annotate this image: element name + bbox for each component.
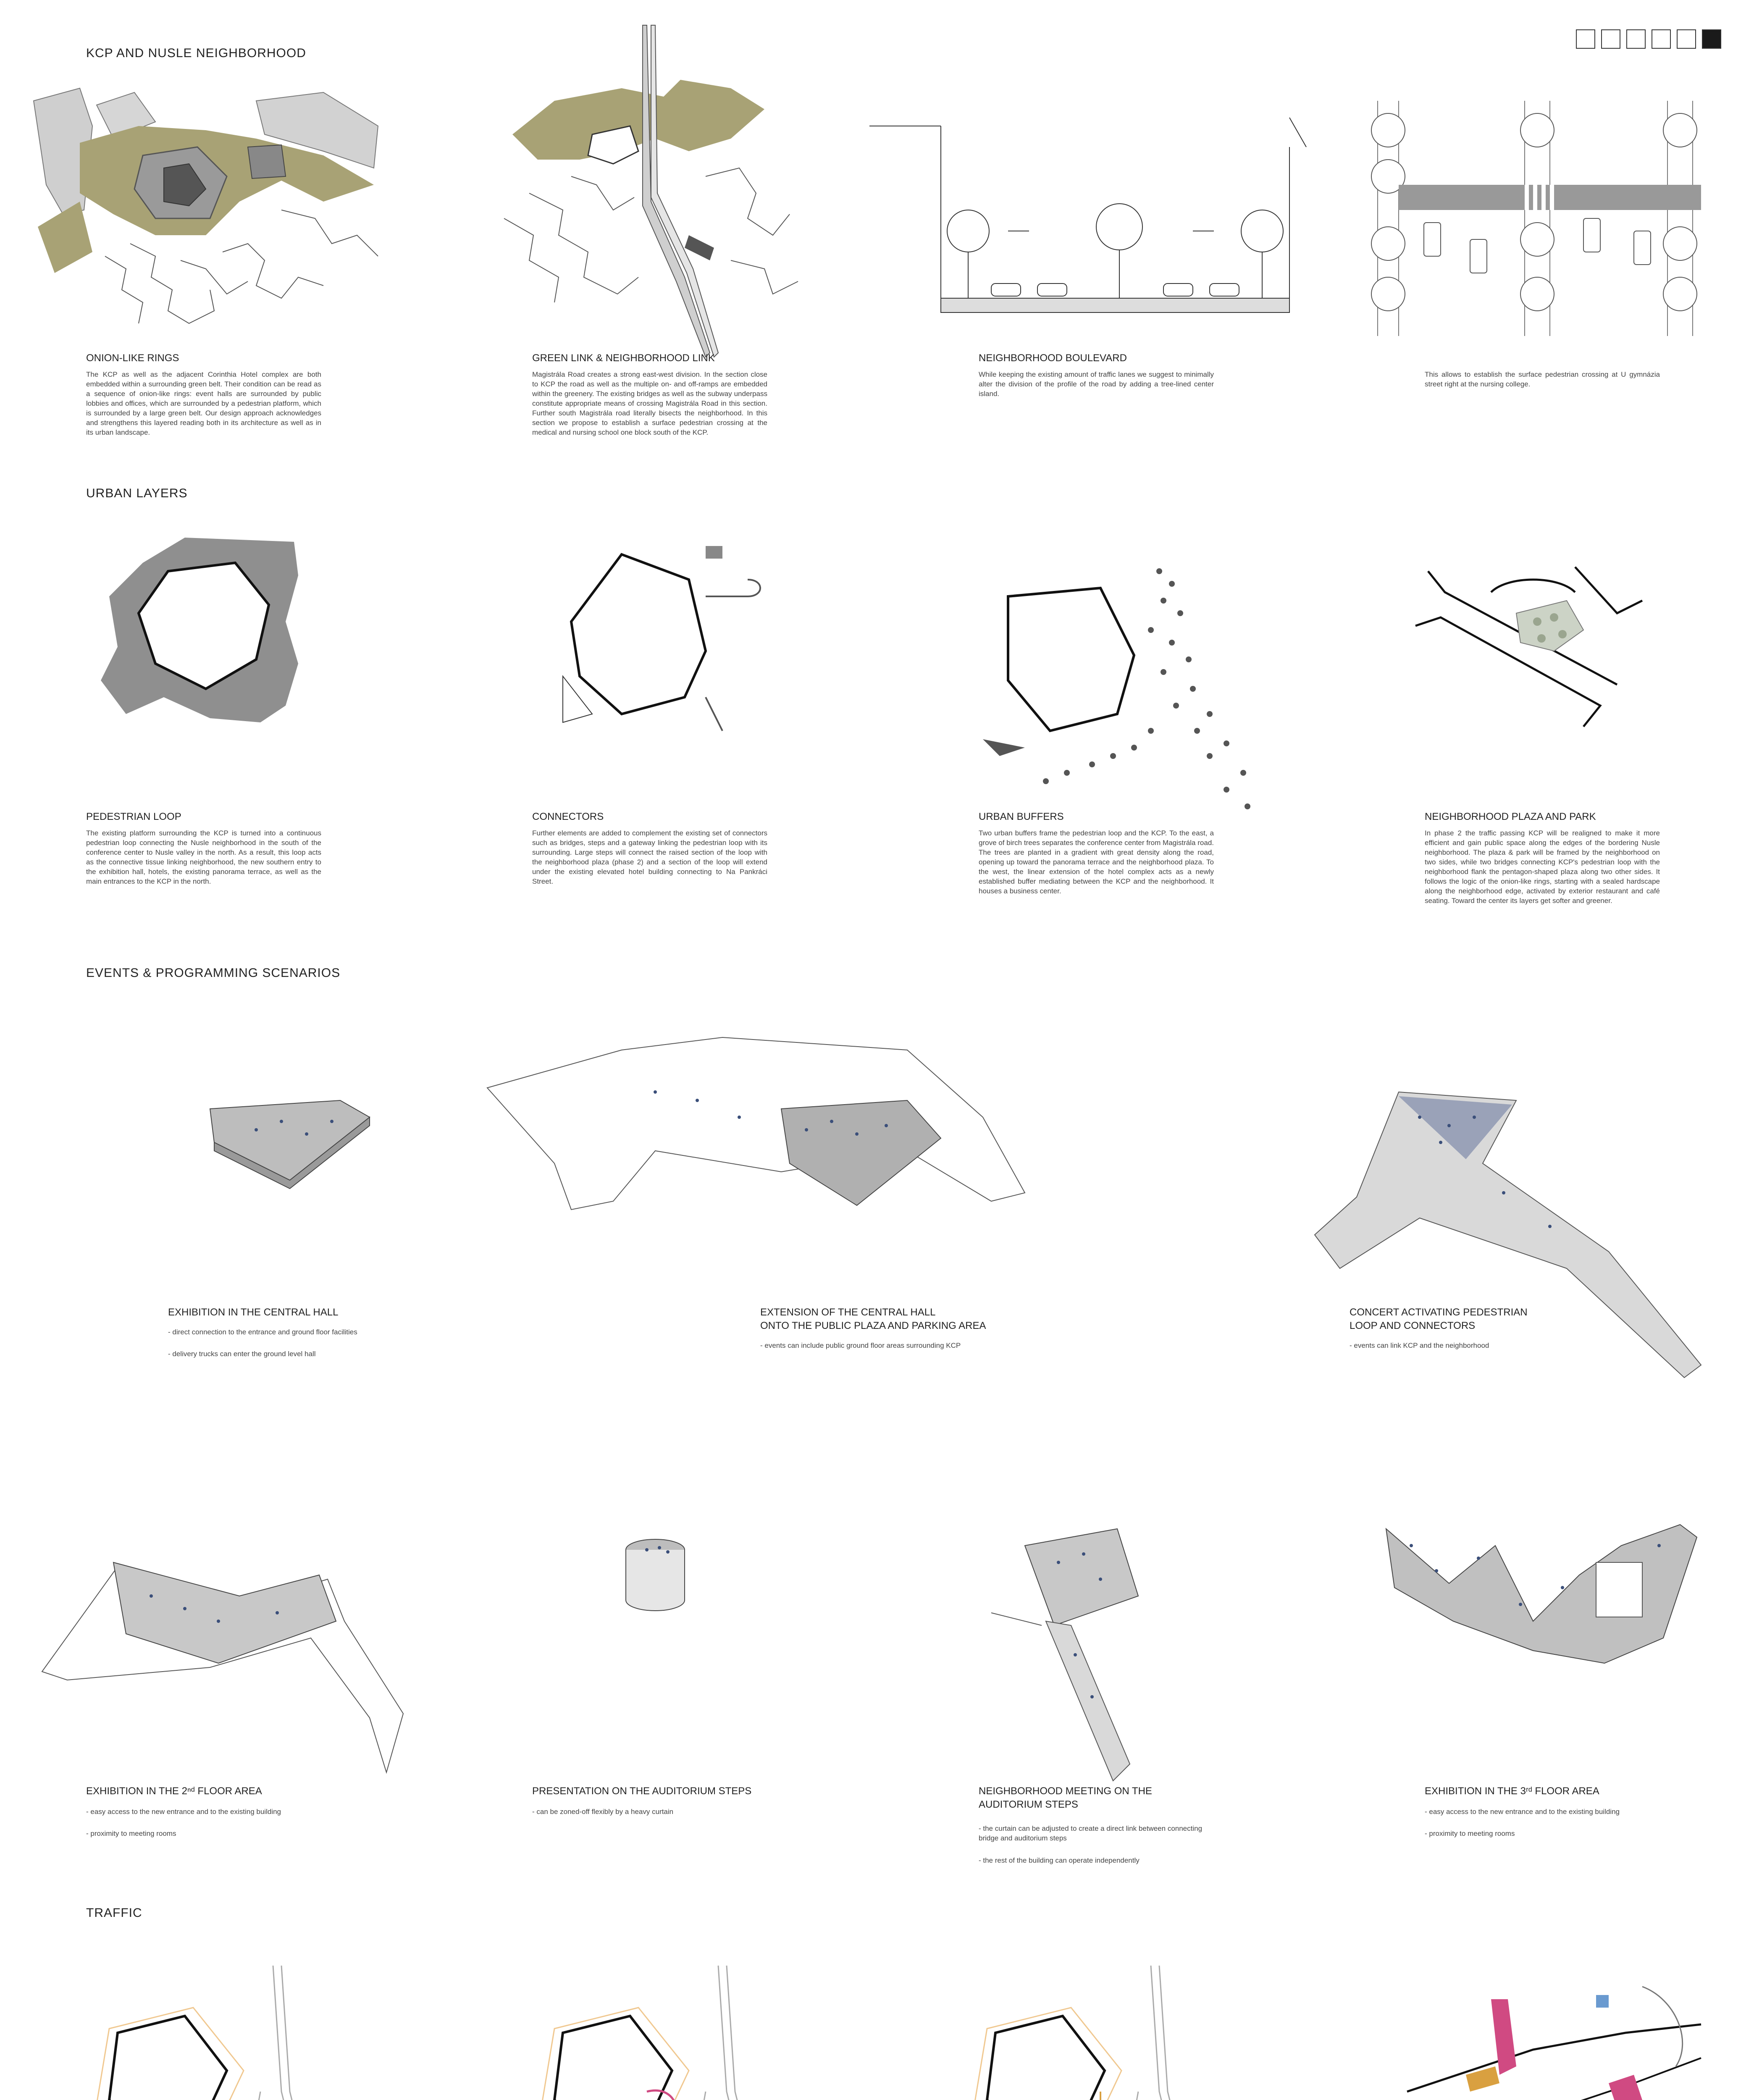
caption-title: GREEN LINK & NEIGHBORHOOD LINK — [532, 352, 715, 364]
bullet: - delivery trucks can enter the ground level hall — [168, 1350, 316, 1358]
delivery-parking-map — [1407, 1974, 1718, 2100]
green-link-map — [496, 25, 865, 370]
page-indicator — [1576, 29, 1721, 49]
page-indicator-box[interactable] — [1677, 29, 1696, 49]
bullet: - direct connection to the entrance and ground floor facilities — [168, 1328, 357, 1336]
exhibition-central-hall-iso — [206, 1079, 374, 1189]
bullet: - easy access to the new entrance and to the existing building — [1425, 1808, 1620, 1816]
caption-title: ONION-LIKE RINGS — [86, 352, 179, 364]
caption-title: NEIGHBORHOOD PLAZA AND PARK — [1425, 811, 1596, 822]
extension-central-hall-iso — [487, 1025, 1184, 1260]
caption-text: While keeping the existing amount of traffic lanes we suggest to minimally alter the division of the profile of the road by adding a tree-lined center island. — [979, 370, 1214, 398]
caption-title: NEIGHBORHOOD MEETING ON THE — [979, 1785, 1152, 1797]
caption-title: EXHIBITION IN THE CENTRAL HALL — [168, 1307, 339, 1318]
caption-title: ONTO THE PUBLIC PLAZA AND PARKING AREA — [760, 1320, 986, 1331]
auditorium-steps-iso — [622, 1537, 689, 1613]
caption-title: LOOP AND CONNECTORS — [1350, 1320, 1476, 1331]
bullet: - proximity to meeting rooms — [1425, 1830, 1515, 1838]
bullet: - proximity to meeting rooms — [86, 1830, 176, 1838]
caption-text: This allows to establish the surface pedestrian crossing at U gymnázia street right at the nursing college. — [1425, 370, 1660, 388]
connectors-diagram — [546, 538, 781, 739]
traffic-current-map — [84, 1966, 428, 2100]
bullet: - the rest of the building can operate independently — [979, 1856, 1140, 1864]
section-title-kcp: KCP AND NUSLE NEIGHBORHOOD — [86, 46, 306, 60]
caption-text: The KCP as well as the adjacent Corinthia Hotel complex are both embedded within a surrounding green belt. Their condition can be read as a sequence of onion-like rings: event halls are surrounded by public lobbies and offices, which are surrounded by a pedestrian platform, which is surrounded by a large green belt. Our design approach acknowledges and strengthens this layered reading both in its architecture as well as in its urban landscape. — [86, 370, 321, 436]
section-title-events: EVENTS & PROGRAMMING SCENARIOS — [86, 966, 341, 980]
caption-text: The existing platform surrounding the KCP is turned into a continuous pedestrian loop connecting the Nusle neighborhood in the south of the conference center to Nusle valley in the north. As a result, this loop acts as the connective tissue linking neighborhood, the new southern entry to the exhibition hall, hotels, the existing panorama terrace, as well as the main entrances to the KCP in the north. — [86, 829, 321, 885]
caption-title: PEDESTRIAN LOOP — [86, 811, 181, 822]
section-title-urban-layers: URBAN LAYERS — [86, 486, 188, 500]
caption-title: CONNECTORS — [532, 811, 604, 822]
caption-text: Further elements are added to complement the existing set of connectors such as bridges, steps and a gateway linking the pedestrian loop with its surrounding. Large steps will connect the raised section of the loop with the neighborhood plaza (phase 2) and a section of the loop will extend under the existing elevated hotel building connecting to Na Pankráci Street. — [532, 829, 767, 885]
bullet: - can be zoned-off flexibly by a heavy curtain — [532, 1808, 674, 1816]
exhibition-2nd-floor-iso — [42, 1537, 441, 1781]
boulevard-section — [869, 118, 1315, 340]
caption-text: Magistrála Road creates a strong east-west division. In the section close to KCP the road as well as the multiple on- and off-ramps are embedded within the greenery. The existing bridges as well as the subway underpass constitute appropriate means of crossing Magistrála Road in this section. Further south Magistrála road literally bisects the neighborhood. In this section we propose to establish a surface pedestrian crossing at the medical and nursing school one block south of the KCP. — [532, 370, 767, 436]
page-indicator-box[interactable] — [1652, 29, 1671, 49]
onion-rings-map — [29, 76, 399, 353]
exhibition-3rd-floor-iso — [1386, 1512, 1705, 1680]
section-title-traffic: TRAFFIC — [86, 1906, 142, 1920]
bullet: - the curtain can be adjusted to create a direct link between connecting bridge and auditorium steps — [979, 1824, 1203, 1842]
caption-title: NEIGHBORHOOD BOULEVARD — [979, 352, 1127, 364]
pedestrian-loop-diagram — [101, 538, 311, 731]
plaza-park-diagram — [1415, 567, 1651, 735]
traffic-phase2-map — [962, 1966, 1306, 2100]
urban-buffers-diagram — [974, 538, 1268, 823]
bullet: - events can link KCP and the neighborhood — [1350, 1341, 1489, 1349]
page-indicator-box[interactable] — [1626, 29, 1646, 49]
caption-text: In phase 2 the traffic passing KCP will be realigned to make it more efficient and gain public space along the edges of the bordering Nusle neighborhood. The plaza & park will be framed by the neighborhood on two sides, while two bridges connecting KCP's pedestrian loop with the neighborhood flank the pentagon-shaped plaza along two other sides. It follows the logic of the onion-like rings, starting with a sealed hardscape along the neighborhood edge, activated by exterior restaurant and café seating. Toward the center its layers get softer and greener. — [1425, 829, 1660, 905]
caption-title: EXHIBITION IN THE 2ⁿᵈ FLOOR AREA — [86, 1785, 262, 1797]
caption-text: Two urban buffers frame the pedestrian loop and the KCP. To the east, a grove of birch trees separates the conference center from Magistrála road. The trees are planted in a gradient with great density along the road, opening up toward the panorama terrace and the neighborhood plaza. To the west, the linear extension of the hotel complex acts as a newly established buffer mediating between the KCP and the neighborhood. It houses a business center. — [979, 829, 1214, 895]
page-indicator-box-active[interactable] — [1702, 29, 1721, 49]
caption-title: EXTENSION OF THE CENTRAL HALL — [760, 1307, 936, 1318]
boulevard-plan — [1365, 101, 1714, 336]
bullet: - events can include public ground floor areas surrounding KCP — [760, 1341, 961, 1349]
caption-title: EXHIBITION IN THE 3ʳᵈ FLOOR AREA — [1425, 1785, 1599, 1797]
page-indicator-box[interactable] — [1601, 29, 1620, 49]
page-indicator-box[interactable] — [1576, 29, 1595, 49]
neighborhood-meeting-iso — [991, 1529, 1201, 1789]
bullet: - easy access to the new entrance and to the existing building — [86, 1808, 281, 1816]
caption-title: AUDITORIUM STEPS — [979, 1799, 1078, 1810]
caption-title: PRESENTATION ON THE AUDITORIUM STEPS — [532, 1785, 752, 1797]
caption-title: URBAN BUFFERS — [979, 811, 1064, 822]
traffic-phase1-map — [529, 1966, 874, 2100]
caption-title: CONCERT ACTIVATING PEDESTRIAN — [1350, 1307, 1528, 1318]
